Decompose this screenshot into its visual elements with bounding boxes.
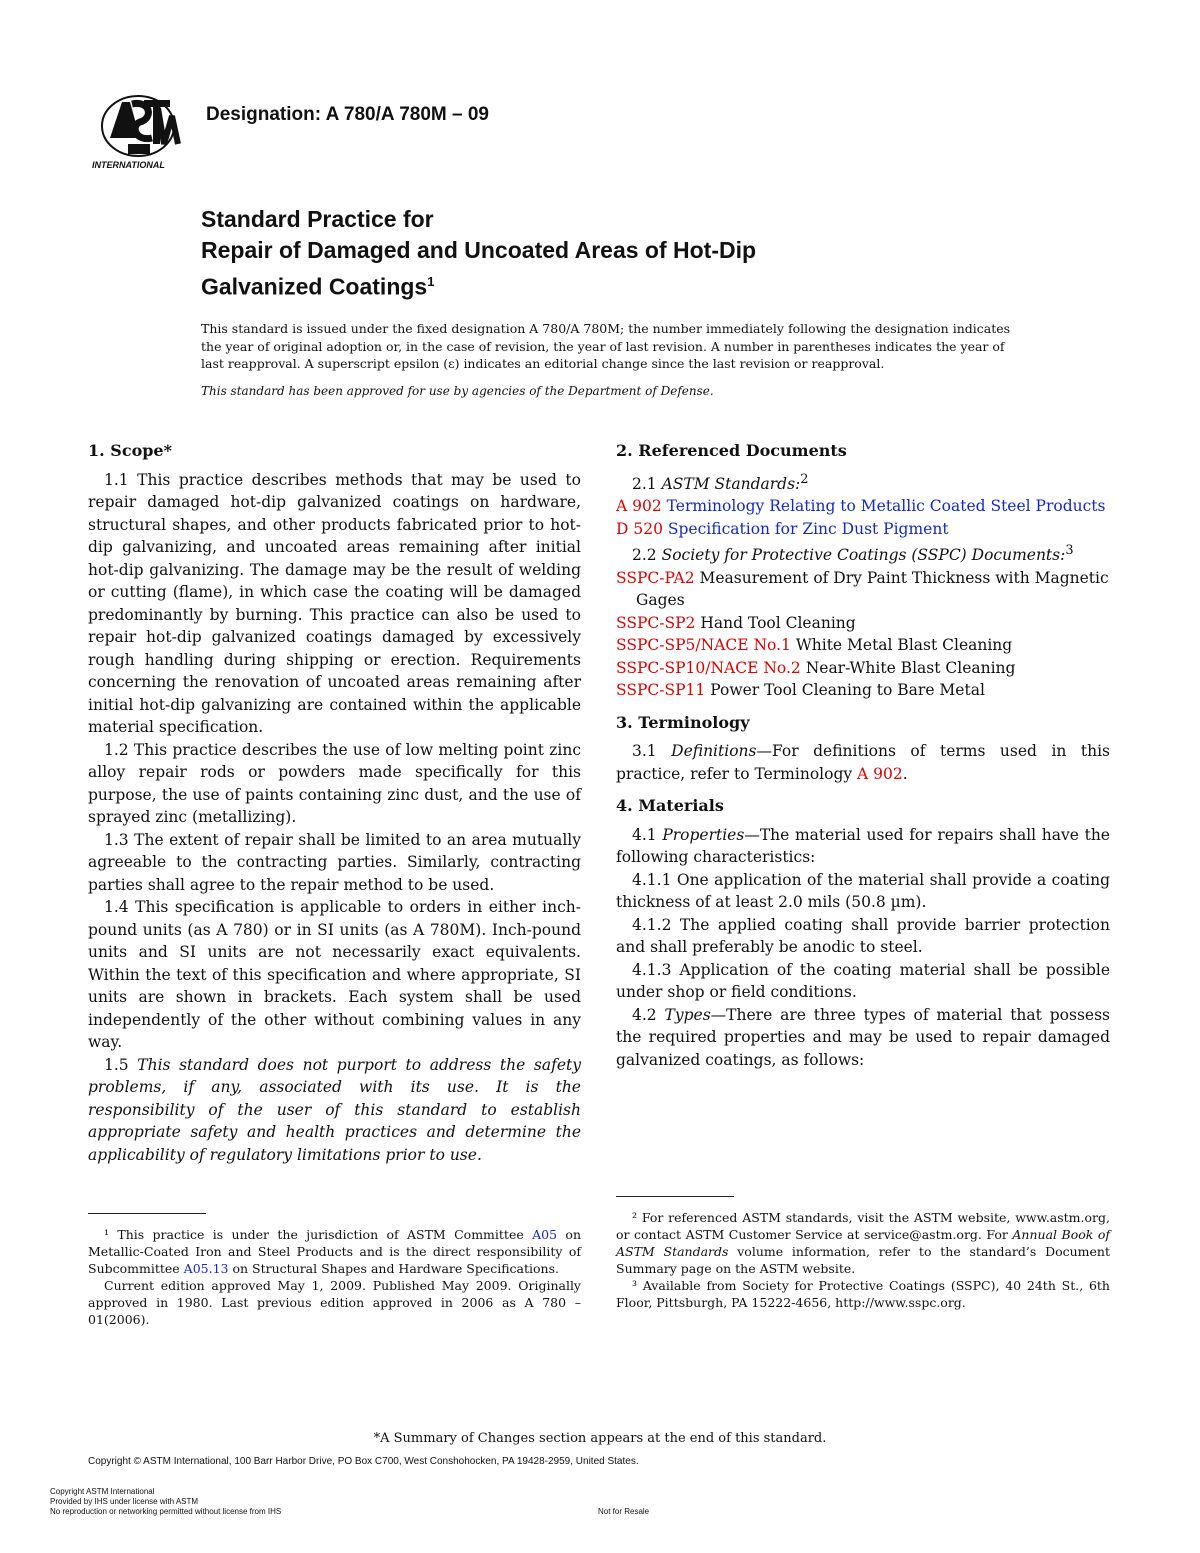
designation: Designation: A 780/A 780M – 09 xyxy=(206,104,489,125)
section-2-heading: 2. Referenced Documents xyxy=(616,441,847,460)
section-1-heading: 1. Scope* xyxy=(88,441,172,460)
ref-item xyxy=(616,657,1110,680)
definitions-term: Definitions xyxy=(671,742,757,761)
ref-title-link[interactable]: Terminology Relating to Metallic Coated Steel Products xyxy=(666,497,1106,516)
para-4-1-text: —The material used for repairs shall have the following characteristics: xyxy=(616,825,1110,867)
para-4-1 xyxy=(616,824,1110,869)
para-1-4: 1.4 This specification is applicable to orders in either inch-pound units (as A 780) or in SI units (as A 780M). Inch-pound units and SI units are not necessarily exact equivalents. Within the text of this specification and where appropriate, SI units are shown in brackets. Each system shall be used independently of the other without combining values in any way. xyxy=(88,898,581,1051)
logo-international-text: INTERNATIONAL xyxy=(92,160,165,170)
footnote-1-text-b: on Metallic-Coated Iron and Steel Products and is the direct responsibility of Subcommittee xyxy=(88,1227,581,1276)
sspc-documents-label: Society for Protective Coatings (SSPC) Documents: xyxy=(661,546,1066,565)
para-2-1 xyxy=(616,469,1110,496)
ref-title: Near-White Blast Cleaning xyxy=(805,658,1016,677)
ref-code-link[interactable]: SSPC-SP2 xyxy=(616,613,696,632)
license-line-3: No reproduction or networking permitted without license from IHS xyxy=(50,1507,282,1516)
para-2-1-number: 2.1 xyxy=(632,474,657,493)
footnote-ref-3[interactable]: 3 xyxy=(1065,543,1074,559)
dod-approval-note: This standard has been approved for use by agencies of the Department of Defense. xyxy=(201,384,714,398)
ref-code-link[interactable]: D 520 xyxy=(616,519,663,538)
para-1-2: 1.2 This practice describes the use of low melting point zinc alloy repair rods or powders made specifically for this purpose, the use of paints containing zinc dust, and the use of sprayed zinc (metallizing). xyxy=(88,740,581,826)
copyright-line: Copyright © ASTM International, 100 Barr Harbor Drive, PO Box C700, West Conshohocken, PA 19428-2959, United States. xyxy=(88,1456,639,1467)
para-1-1: 1.1 This practice describes methods that may be used to repair damaged hot-dip galvanized coatings on hardware, structural shapes, and other products fabricated prior to hot-dip galvanizing, and uncoated areas remaining after initial hot-dip galvanizing. The damage may be the result of welding or cutting (flame), in which case the coating will be damaged predominantly by burning. This practice can also be used to repair hot-dip galvanized coatings damaged by excessively rough handling during shipping or erection. Requirements concerning the renovation of uncoated areas remaining after initial hot-dip galvanizing are contained within the applicable material specification. xyxy=(88,470,581,736)
license-line-1: Copyright ASTM International xyxy=(50,1487,155,1496)
para-3-1 xyxy=(616,740,1110,785)
para-1-5 xyxy=(88,1054,581,1167)
footnote-rule-right xyxy=(616,1196,734,1197)
para-4-2 xyxy=(616,1004,1110,1072)
ref-title: Hand Tool Cleaning xyxy=(700,613,856,632)
license-line-2: Provided by IHS under license with ASTM xyxy=(50,1497,199,1506)
footnote-rule-left xyxy=(88,1213,206,1214)
title-footnote-ref[interactable]: 1 xyxy=(427,274,435,289)
properties-term: Properties xyxy=(662,825,745,844)
ref-code-link[interactable]: SSPC-SP10/NACE No.2 xyxy=(616,658,801,677)
not-for-resale: Not for Resale xyxy=(598,1507,650,1516)
footnote-3: ³ Available from Society for Protective Coatings (SSPC), 40 24th St., 6th Floor, Pittsburgh, PA 15222-4656, http://www.sspc.org. xyxy=(616,1278,1110,1310)
section-3-heading: 3. Terminology xyxy=(616,712,750,732)
footnote-1 xyxy=(88,1226,581,1277)
ref-title: Measurement of Dry Paint Thickness with Magnetic Gages xyxy=(636,568,1109,610)
section-4-heading: 4. Materials xyxy=(616,796,724,816)
ref-item xyxy=(616,612,1110,635)
para-4-1-3: 4.1.3 Application of the coating material shall be possible under shop or field conditions. xyxy=(616,960,1110,1002)
title-line-3: Galvanized Coatings xyxy=(201,273,428,300)
title-line-2: Repair of Damaged and Uncoated Areas of Hot-Dip xyxy=(201,237,757,263)
ref-code-link[interactable]: SSPC-SP5/NACE No.1 xyxy=(616,636,791,655)
ref-code-link[interactable]: A 902 xyxy=(616,497,662,516)
para-4-1-number: 4.1 xyxy=(632,825,657,844)
para-2-2-number: 2.2 xyxy=(632,546,657,565)
left-column xyxy=(88,440,581,1166)
para-4-1-1: 4.1.1 One application of the material shall provide a coating thickness of at least 2.0 mils (50.8 µm). xyxy=(616,870,1110,912)
para-1-5-number: 1.5 xyxy=(104,1055,129,1074)
committee-a05-link[interactable]: A05 xyxy=(532,1227,558,1242)
ref-item xyxy=(616,495,1110,518)
footnotes-right xyxy=(616,1209,1110,1311)
subcommittee-a05-13-link[interactable]: A05.13 xyxy=(183,1261,229,1276)
license-smallprint xyxy=(50,1487,281,1517)
astm-standards-label: ASTM Standards: xyxy=(661,474,801,493)
footnote-2-italic: Annual Book of ASTM Standards xyxy=(616,1227,1110,1259)
para-2-2 xyxy=(616,540,1110,567)
ref-code-link[interactable]: SSPC-SP11 xyxy=(616,681,706,700)
para-1-3: 1.3 The extent of repair shall be limited to an area mutually agreeable to the contracting parties. Similarly, contracting parties shall agree to the repair method to be used. xyxy=(88,830,581,894)
terminology-a902-link[interactable]: A 902 xyxy=(857,764,903,783)
para-4-2-number: 4.2 xyxy=(632,1005,657,1024)
para-3-1-text: —For definitions of terms used in this practice, refer to Terminology xyxy=(616,742,1110,783)
footnote-1-text-a: ¹ This practice is under the jurisdiction of ASTM Committee xyxy=(104,1227,533,1242)
para-1-5-text: This standard does not purport to address the safety problems, if any, associated with its use. It is the responsibility of the user of this standard to establish appropriate safety and health practices and determine the applicability of regulatory limitations prior to use. xyxy=(88,1055,581,1164)
designation-notice: This standard is issued under the fixed designation A 780/A 780M; the number immediately following the designation indicates the year of original adoption or, in the case of revision, the year of last revision. A number in parentheses indicates the year of last reapproval. A superscript epsilon (ε) indicates an editorial change since the last revision or reapproval. xyxy=(201,321,1011,371)
ref-item xyxy=(616,518,1110,541)
ref-item xyxy=(616,567,1110,612)
footnotes-left xyxy=(88,1226,581,1328)
footnote-2 xyxy=(616,1209,1110,1277)
ref-code-link[interactable]: SSPC-PA2 xyxy=(616,568,695,587)
ref-title: Power Tool Cleaning to Bare Metal xyxy=(710,681,985,700)
title-line-1: Standard Practice for xyxy=(201,206,434,232)
footnote-1-edition: Current edition approved May 1, 2009. Published May 2009. Originally approved in 1980. Last previous edition approved in 2006 as A 780 – 01(2006). xyxy=(88,1278,581,1327)
footnote-2-text-b: volume information, refer to the standard’s Document Summary page on the ASTM website. xyxy=(616,1244,1110,1276)
document-title xyxy=(201,204,756,303)
summary-of-changes-note: *A Summary of Changes section appears at the end of this standard. xyxy=(373,1431,827,1446)
right-column xyxy=(616,440,1110,1071)
para-3-1-number: 3.1 xyxy=(632,742,657,761)
types-term: Types xyxy=(664,1005,711,1024)
footnote-2-text-a: ² For referenced ASTM standards, visit the ASTM website, www.astm.org, or contact ASTM Customer Service at service@astm.org. For xyxy=(616,1210,1110,1242)
para-4-1-2: 4.1.2 The applied coating shall provide barrier protection and shall preferably be anodic to steel. xyxy=(616,915,1110,957)
para-4-2-text: —There are three types of material that possess the required properties and may be used to repair damaged galvanized coatings, as follows: xyxy=(616,1005,1110,1069)
ref-title: White Metal Blast Cleaning xyxy=(795,636,1013,655)
footnote-ref-2[interactable]: 2 xyxy=(800,471,809,487)
ref-item xyxy=(616,634,1110,657)
para-3-1-end: . xyxy=(902,764,908,783)
ref-item xyxy=(616,679,1110,702)
astm-logo xyxy=(92,92,190,176)
ref-title-link[interactable]: Specification for Zinc Dust Pigment xyxy=(667,519,949,538)
footnote-1-text-c: on Structural Shapes and Hardware Specifications. xyxy=(228,1261,559,1276)
